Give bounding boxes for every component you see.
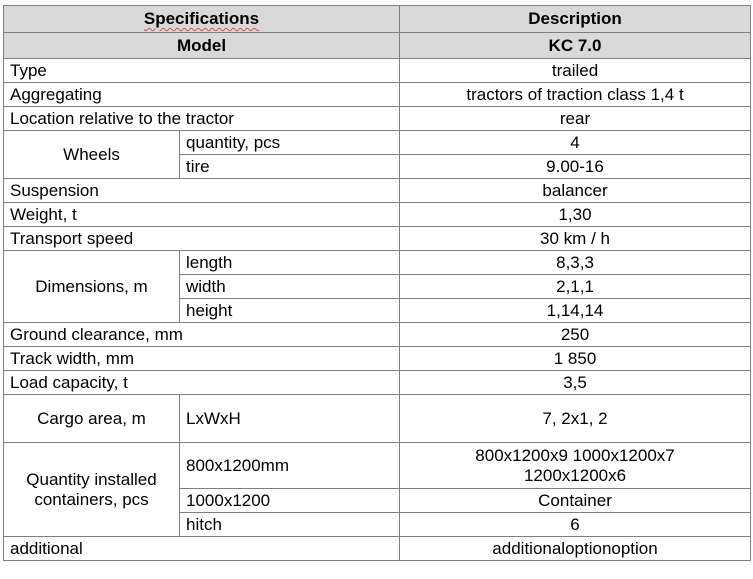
dimensions-height-value: 1,14,14 (400, 299, 751, 323)
wheels-label: Wheels (4, 131, 180, 179)
model-value: KC 7.0 (400, 33, 751, 59)
suspension-label: Suspension (4, 179, 400, 203)
specifications-table (3, 5, 751, 561)
dimensions-label: Dimensions, m (4, 251, 180, 323)
model-row (4, 33, 751, 59)
load-label: Load capacity, t (4, 371, 400, 395)
weight-label: Weight, t (4, 203, 400, 227)
dimensions-length-label: length (180, 251, 400, 275)
weight-value: 1,30 (400, 203, 751, 227)
dimensions-width-label: width (180, 275, 400, 299)
speed-label: Transport speed (4, 227, 400, 251)
table-row (4, 323, 751, 347)
header-row (4, 6, 751, 33)
type-value: trailed (400, 59, 751, 83)
table-row (4, 107, 751, 131)
table-row (4, 537, 751, 561)
type-label: Type (4, 59, 400, 83)
speed-value: 30 km / h (400, 227, 751, 251)
table-row (4, 227, 751, 251)
table-row (4, 131, 751, 155)
load-value: 3,5 (400, 371, 751, 395)
table-row (4, 395, 751, 443)
table-row (4, 203, 751, 227)
wheels-quantity-value: 4 (400, 131, 751, 155)
clearance-value: 250 (400, 323, 751, 347)
additional-label: additional (4, 537, 400, 561)
containers-label (4, 443, 180, 537)
model-label: Model (4, 33, 400, 59)
location-label: Location relative to the tractor (4, 107, 400, 131)
containers-label-line1: Quantity installed (26, 469, 157, 489)
aggregating-label: Aggregating (4, 83, 400, 107)
containers-a-value-line2: 1200x1200x6 (523, 465, 627, 485)
dimensions-width-value: 2,1,1 (400, 275, 751, 299)
table-row (4, 179, 751, 203)
wheels-tire-label: tire (180, 155, 400, 179)
containers-a-value-line1: 800x1200x9 1000x1200x7 (475, 445, 675, 465)
table-row (4, 347, 751, 371)
additional-value: additionaloptionoption (400, 537, 751, 561)
containers-a-value (400, 443, 751, 489)
aggregating-value: tractors of traction class 1,4 t (400, 83, 751, 107)
table-row (4, 59, 751, 83)
dimensions-height-label: height (180, 299, 400, 323)
containers-c-value: 6 (400, 513, 751, 537)
table-row (4, 251, 751, 275)
dimensions-length-value: 8,3,3 (400, 251, 751, 275)
wheels-quantity-label: quantity, pcs (180, 131, 400, 155)
header-description: Description (400, 6, 751, 33)
containers-b-value: Container (400, 489, 751, 513)
location-value: rear (400, 107, 751, 131)
containers-c-label: hitch (180, 513, 400, 537)
track-value: 1 850 (400, 347, 751, 371)
suspension-value: balancer (400, 179, 751, 203)
header-specifications: Specifications (4, 6, 400, 33)
containers-a-label: 800x1200mm (180, 443, 400, 489)
table-row (4, 83, 751, 107)
wheels-tire-value: 9.00-16 (400, 155, 751, 179)
cargo-value: 7, 2x1, 2 (400, 395, 751, 443)
containers-b-label: 1000x1200 (180, 489, 400, 513)
track-label: Track width, mm (4, 347, 400, 371)
cargo-sub-label: LxWxH (180, 395, 400, 443)
table-row (4, 371, 751, 395)
containers-label-line2: containers, pcs (34, 489, 149, 509)
cargo-label: Cargo area, m (4, 395, 180, 443)
clearance-label: Ground clearance, mm (4, 323, 400, 347)
table-row (4, 443, 751, 489)
